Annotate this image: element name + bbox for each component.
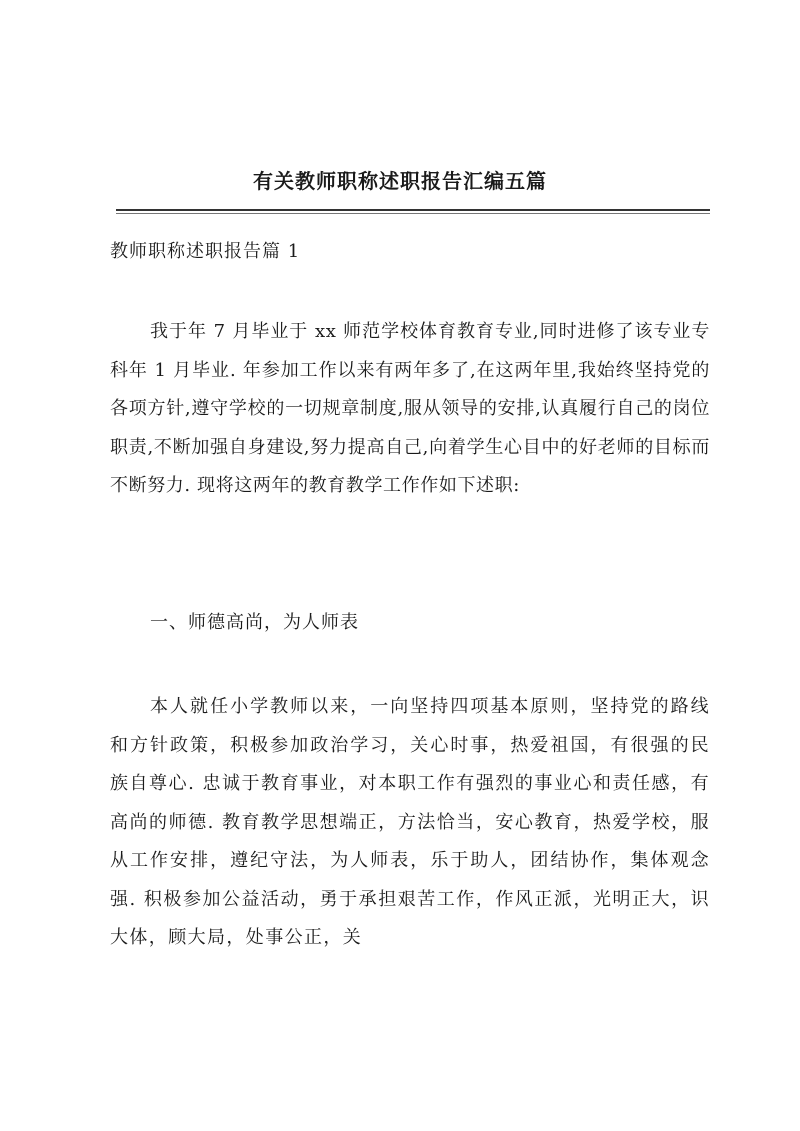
paragraph-intro: 我于年 7 月毕业于 xx 师范学校体育教育专业,同时进修了该专业专科年 1 月毕业. 年参加工作以来有两年多了,在这两年里,我始终坚持党的各项方针,遵守学校的一切规章制度,服从领导的安排,认真履行自己的岗位职责,不断加强自身建设,努力提高自己,向着学生心目中的好老师的目标而不断努力. 现将这两年的教育教学工作作如下述职: [110, 321, 710, 496]
subheading-ethics: 一、师德高尚，为人师表 [150, 612, 359, 633]
section-heading: 教师职称述职报告篇 1 [110, 241, 301, 262]
title-divider [116, 209, 710, 214]
document-title: 有关教师职称述职报告汇编五篇 [253, 169, 547, 193]
paragraph-ethics: 本人就任小学教师以来，一向坚持四项基本原则，坚持党的路线和方针政策，积极参加政治学习，关心时事，热爱祖国，有很强的民族自尊心. 忠诚于教育事业，对本职工作有强烈的事业心和责任感，有高尚的师德. 教育教学思想端正，方法恰当，安心教育，热爱学校，服从工作安排，遵纪守法，为人师表，乐于助人，团结协作，集体观念强. 积极参加公益活动，勇于承担艰苦工作，作风正派，光明正大，识大体，顾大局，处事公正，关 [110, 696, 710, 948]
